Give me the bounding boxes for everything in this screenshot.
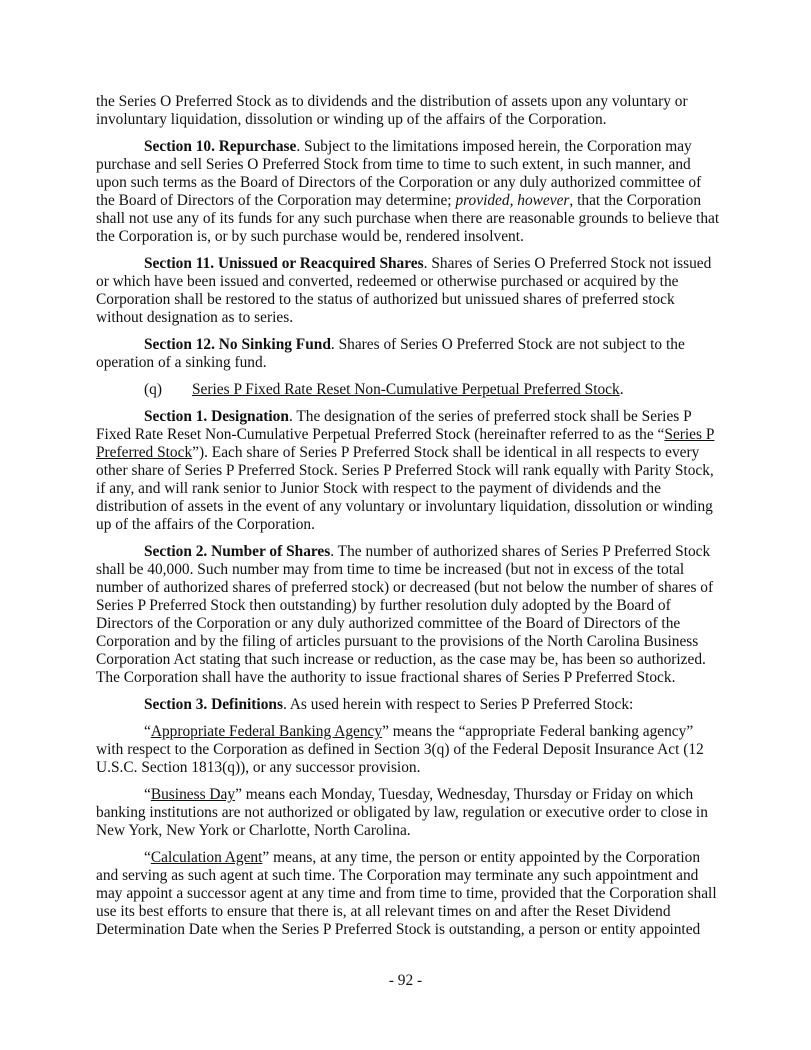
defined-term: Calculation Agent <box>150 849 263 866</box>
paragraph-text: ” means the “appropriate Federal banking agency” with respect to the Corporation as defined in Section 3(q) of the Federal Deposit Insurance Act (12 U.S.C. Section 1813(q)), or any successor provision. <box>96 723 704 776</box>
section-12-no-sinking-fund <box>96 336 720 372</box>
section-1-designation <box>96 408 720 534</box>
section-3-definitions <box>96 696 720 714</box>
paragraph-text: . As used herein with respect to Series P Preferred Stock: <box>282 696 634 713</box>
paragraph-text: ”). Each share of Series P Preferred Stock shall be identical in all respects to every other share of Series P Preferred Stock. Series P Preferred Stock will rank equally with Parity Stock, if any, and will rank senior to Junior Stock with respect to the payment of dividends and the distribution of assets in the event of any voluntary or involuntary liquidation, dissolution or winding up of the affairs of the Corporation. <box>96 444 714 533</box>
section-heading: Section 2. Number of Shares <box>144 543 331 560</box>
section-heading: Section 12. No Sinking Fund <box>144 336 331 353</box>
paragraph-text: , that the Corporation shall not use any of its funds for any such purchase when there are reasonable grounds to believe that the Corporation is, or by such purchase would be, rendered insolvent. <box>96 192 720 245</box>
section-heading: Section 1. Designation <box>144 408 289 425</box>
open-quote: “ <box>144 723 151 740</box>
definition-calculation-agent <box>96 849 720 939</box>
section-heading: Section 11. Unissued or Reacquired Shares <box>144 255 424 272</box>
period: . <box>619 381 624 398</box>
paragraph-text: ” means each Monday, Tuesday, Wednesday, Thursday or Friday on which banking institutions are not authorized or obligated by law, regulation or executive order to close in New York, New York or Charlotte, North Carolina. <box>96 786 708 839</box>
section-11-unissued-shares <box>96 255 720 327</box>
section-10-repurchase <box>96 138 720 246</box>
paragraph-text: . Shares of Series O Preferred Stock are not subject to the operation of a sinking fund. <box>96 336 685 371</box>
definition-appropriate-federal-banking-agency <box>96 723 720 777</box>
defined-term: Business Day <box>150 786 236 803</box>
section-heading: Section 3. Definitions <box>144 696 283 713</box>
section-heading: Section 10. Repurchase <box>144 138 297 155</box>
subsection-title: Series P Fixed Rate Reset Non-Cumulative Perpetual Preferred Stock <box>192 381 620 398</box>
subsection-label: (q) <box>144 381 162 398</box>
open-quote: “ <box>144 849 151 866</box>
italic-text: provided, however <box>455 192 570 209</box>
paragraph-text: . Shares of Series O Preferred Stock not issued or which have been issued and converted, redeemed or otherwise purchased or acquired by the Corporation shall be restored to the status of authorized but unissued shares of preferred stock without designation as to series. <box>96 255 712 326</box>
page-number: - 92 - <box>388 972 423 989</box>
paragraph-text: . The designation of the series of preferred stock shall be Series P Fixed Rate Reset Non-Cumulative Perpetual Preferred Stock (hereinafter referred to as the “ <box>96 408 692 443</box>
paragraph-text: . The number of authorized shares of Series P Preferred Stock shall be 40,000. Such number may from time to time be increased (but not in excess of the total number of authorized shares of preferred stock) or decreased (but not below the number of shares of Series P Preferred Stock then outstanding) by further resolution duly adopted by the Board of Directors of the Corporation or any duly authorized committee of the Board of Directors of the Corporation and by the filing of articles pursuant to the provisions of the North Carolina Business Corporation Act stating that such increase or reduction, as the case may be, has been so authorized. The Corporation shall have the authority to issue fractional shares of Series P Preferred Stock. <box>96 543 714 686</box>
document-page <box>96 93 720 948</box>
defined-term: Series P Preferred Stock <box>96 426 715 461</box>
paragraph-text: the Series O Preferred Stock as to dividends and the distribution of assets upon any voluntary or involuntary liquidation, dissolution or winding up of the affairs of the Corporation. <box>96 93 688 128</box>
paragraph-text: . Subject to the limitations imposed herein, the Corporation may purchase and sell Series O Preferred Stock from time to time to such extent, in such manner, and upon such terms as the Board of Directors of the Corporation or any duly authorized committee of the Board of Directors of the Corporation may determine; <box>96 138 702 209</box>
subsection-q-heading <box>144 381 720 399</box>
open-quote: “ <box>144 786 151 803</box>
section-2-number-of-shares <box>96 543 720 687</box>
definition-business-day <box>96 786 720 840</box>
paragraph-text: ” means, at any time, the person or entity appointed by the Corporation and serving as such agent at such time. The Corporation may terminate any such appointment and may appoint a successor agent at any time and from time to time, provided that the Corporation shall use its best efforts to ensure that there is, at all relevant times on and after the Reset Dividend Determination Date when the Series P Preferred Stock is outstanding, a person or entity appointed <box>96 849 717 938</box>
defined-term: Appropriate Federal Banking Agency <box>150 723 383 740</box>
paragraph-continuation <box>96 93 720 129</box>
